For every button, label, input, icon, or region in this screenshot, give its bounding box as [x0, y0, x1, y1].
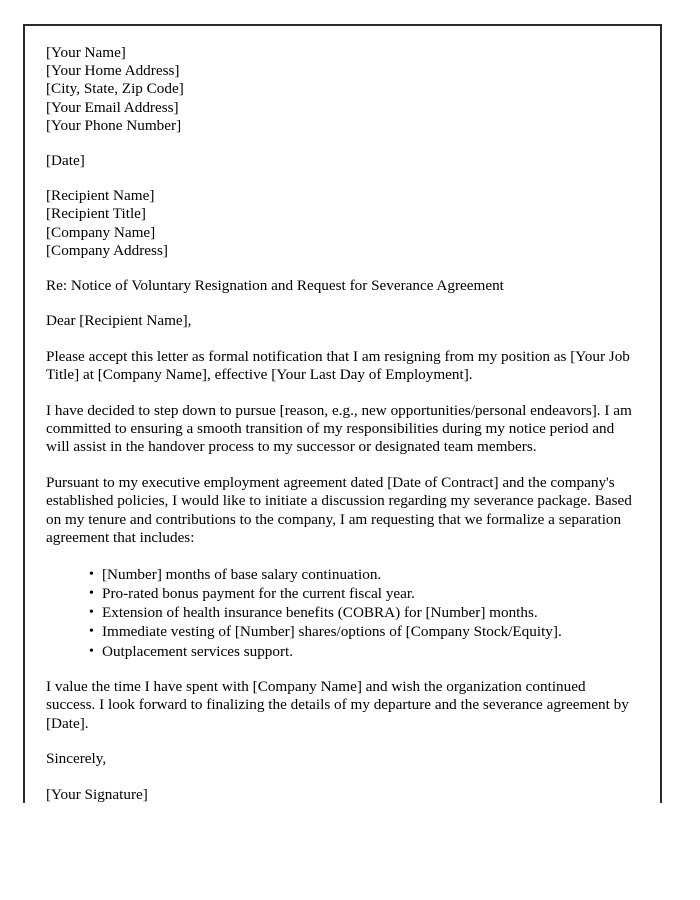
recipient-title: [Recipient Title] — [46, 205, 146, 223]
letter-body — [46, 44, 632, 821]
bullet-icon: • — [89, 643, 94, 659]
sender-name: [Your Name] — [46, 44, 126, 61]
list-item-label: Immediate vesting of [Number] shares/options of [Company Stock/Equity]. — [102, 623, 562, 641]
sender-city-state-zip: [City, State, Zip Code] — [46, 80, 184, 98]
closing-paragraph: I value the time I have spent with [Company Name] and wish the organization continued success. I look forward to finalizing the details of my departure and the severance agreement by [Date]. — [46, 677, 629, 732]
list-item-label: Pro-rated bonus payment for the current fiscal year. — [102, 584, 415, 602]
bullet-icon: • — [89, 624, 94, 640]
recipient-name: [Recipient Name] — [46, 187, 155, 205]
salutation: Dear [Recipient Name], — [46, 312, 192, 330]
sender-home-address: [Your Home Address] — [46, 62, 180, 80]
bullet-icon: • — [89, 585, 94, 601]
bullet-icon: • — [89, 566, 94, 582]
recipient-company-address: [Company Address] — [46, 241, 168, 259]
body-paragraph-3: Pursuant to my executive employment agreement dated [Date of Contract] and the company's established policies, I would like to initiate a discussion regarding my severance package. Based on my tenure and contributions to the company, I am requesting that we formalize a separation agreement that includes: — [46, 473, 632, 547]
body-paragraph-2: I have decided to step down to pursue [reason, e.g., new opportunities/personal endeavors]. I am committed to ensuring a smooth transition of my responsibilities during my notice period and will assist in the handover process to my successor or designated team members. — [46, 401, 632, 456]
bullet-icon: • — [89, 605, 94, 621]
list-item-label: Outplacement services support. — [102, 642, 294, 660]
sender-email-address: [Your Email Address] — [46, 98, 179, 116]
list-item — [89, 565, 632, 584]
recipient-address-block — [46, 187, 632, 260]
subject-line: Re: Notice of Voluntary Resignation and Request for Severance Agreement — [46, 277, 504, 295]
list-item-label: Extension of health insurance benefits (COBRA) for [Number] months. — [102, 604, 538, 622]
signature-line: [Your Signature] — [46, 785, 148, 803]
sign-off: Sincerely, — [46, 750, 107, 768]
body-paragraph-1: Please accept this letter as formal notification that I am resigning from my position as [Your Job Title] at [Company Name], effective [Your Last Day of Employment]. — [46, 347, 630, 384]
severance-terms-list — [46, 565, 632, 661]
list-item — [89, 622, 632, 641]
list-item — [89, 584, 632, 603]
list-item — [89, 642, 632, 661]
sender-address-block — [46, 44, 632, 135]
list-item — [89, 603, 632, 622]
recipient-company-name: [Company Name] — [46, 223, 156, 241]
date-block — [46, 152, 632, 170]
list-item-label: [Number] months of base salary continuation. — [102, 565, 382, 583]
sender-phone-number: [Your Phone Number] — [46, 116, 182, 134]
date-line: [Date] — [46, 152, 85, 170]
